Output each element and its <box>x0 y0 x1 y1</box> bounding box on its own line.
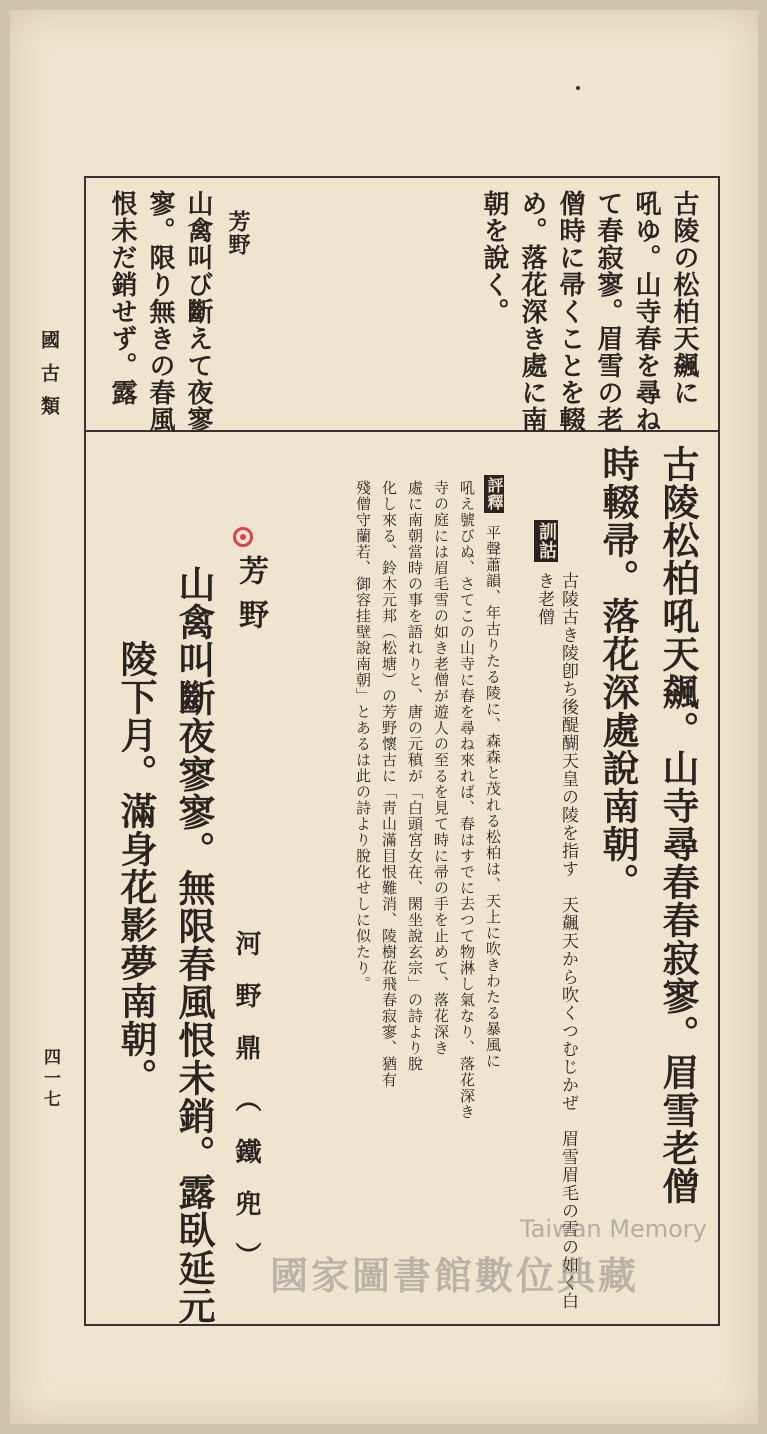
poem-marker-ring <box>233 527 253 547</box>
upper-reading-col-5: め。落花深き處に南 <box>517 190 547 433</box>
hyoshaku-section <box>484 475 504 517</box>
watermark-english: Taiwan Memory <box>520 1215 707 1243</box>
poem2-col-1: 山禽叫斷夜寥寥。無限春風恨未銷。露臥延元 <box>172 565 216 1325</box>
watermark-chinese: 國家圖書館數位典藏 <box>270 1254 640 1298</box>
upper-poem2-col-1: 山禽叫び斷えて夜寥 <box>183 190 213 433</box>
upper-reading-col-4: 僧時に帚くことを輟 <box>555 190 585 433</box>
upper-poem2-col-2: 寥。限り無きの春風 <box>145 190 175 433</box>
commentary-col-4: 處に南朝當時の事を語れりと、唐の元稹が「白頭宮女在、閑坐說玄宗」の詩より脫 <box>406 480 424 1072</box>
ink-speck <box>576 86 580 90</box>
upper-poem2-col-3: 恨未だ銷せず。露 <box>107 190 137 406</box>
kunko-text: 古陵古き陵卽ち後醍醐天皇の陵を指す 天飆天から吹くつむじかぜ 眉雪眉毛の雪の如く白き老僧 <box>534 572 578 1310</box>
upper-reading-col-3: て春寂寥。眉雪の老 <box>593 190 623 433</box>
poem2-title: 芳野 <box>233 555 268 643</box>
page-number: 四一七 <box>40 1048 60 1111</box>
poem1-col-1: 古陵松柏吼天飆。山寺尋春春寂寥。眉雪老僧 <box>656 445 700 1205</box>
poem2-author: 河野鼎（鐵兜） <box>231 930 261 1294</box>
margin-title: 國古類 <box>38 330 60 429</box>
commentary-col-6: 殘僧守蘭若、御容挂壁說南朝」とあるは此の詩より脫化せしに似たり。 <box>354 480 372 992</box>
commentary-col-3: 寺の庭には眉毛雪の如き老僧が遊人の至るを見て時に帚の手を止めて、落花深き <box>432 480 450 1056</box>
upper-reading-col-2: 吼ゆ。山寺春を尋ね <box>631 190 661 433</box>
upper-reading-col-6: 朝を說く。 <box>479 190 509 325</box>
poem1-col-2: 時輟帚。落花深處說南朝。 <box>596 445 640 901</box>
upper-reading-col-1: 古陵の松柏天飆に <box>669 190 699 406</box>
upper-poem2-title: 芳野 <box>225 210 251 256</box>
commentary-col-5: 化し來る、鈴木元邦（松塘）の芳野懷古に「靑山滿目恨難消、陵樹花飛春寂寥、猶有 <box>380 480 398 1088</box>
commentary-col-1: 平聲蕭韻、年古りたる陵に、森森と茂れる松柏は、天上に吹きわたる暴風に <box>484 525 502 1069</box>
poem2-col-2: 陵下月。滿身花影夢南朝。 <box>114 640 158 1096</box>
kunko-section <box>534 520 558 566</box>
commentary-col-2: 吼え號びぬ、さてこの山寺に春を尋ね來れば、春はすでに去つて物淋し氣なり、落花深き <box>458 480 476 1120</box>
kunko-label: 訓詁 <box>536 522 557 560</box>
hyoshaku-label: 評釋 <box>485 477 504 511</box>
